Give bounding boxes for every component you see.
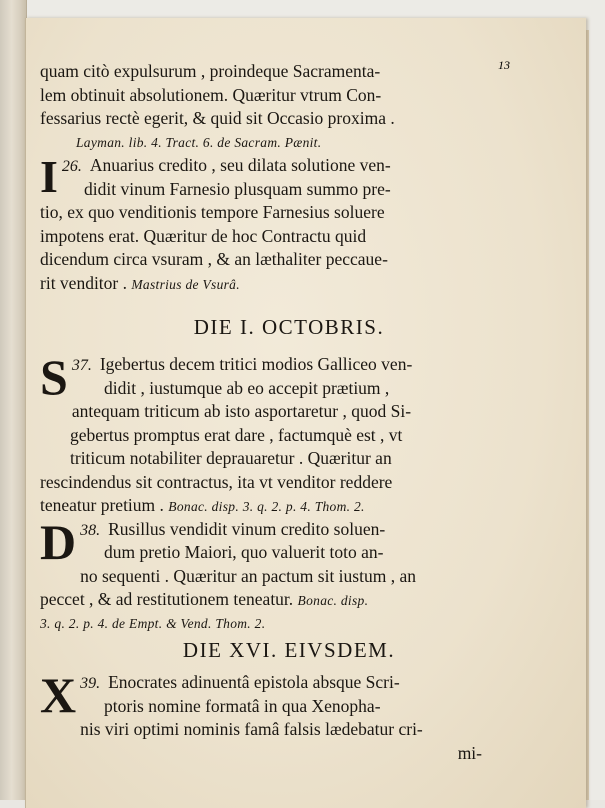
page-text xyxy=(40,60,510,765)
text-line: tio, ex quo venditionis tempore Farnesius soluere xyxy=(40,202,385,222)
section-heading: DIE XVI. EIVSDEM. xyxy=(182,638,396,662)
catchword: mi- xyxy=(457,742,482,763)
citation: Mastrius de Vsurâ. xyxy=(131,276,240,292)
text-line: rescindendus sit contractus, ita vt venditor reddere xyxy=(40,471,393,492)
drop-cap: X xyxy=(40,667,77,723)
text-line: didit , iustumque ab eo accepit prætium , xyxy=(104,377,390,398)
text-line: fessarius rectè egerit, & quid sit Occasio proxima . xyxy=(40,108,395,128)
citation: Bonac. disp. 3. q. 2. p. 4. Thom. 2. xyxy=(168,499,365,514)
text-line: didit vinum Farnesio plusquam summo pre- xyxy=(84,178,391,199)
text-line: no sequenti . Quæritur an pactum sit iustum , an xyxy=(80,565,416,586)
case-number: 38. xyxy=(80,521,101,539)
text-line: Enocrates adinuentâ epistola absque Scri- xyxy=(108,672,400,692)
text-line: Rusillus vendidit vinum credito soluen- xyxy=(108,518,386,539)
drop-cap: D xyxy=(40,513,77,570)
citation: 3. q. 2. p. 4. de Empt. & Vend. Thom. 2. xyxy=(40,615,266,631)
book-spine xyxy=(0,0,27,800)
text-line: gebertus promptus erat dare , factumquè est , vt xyxy=(70,424,403,445)
text-line: antequam triticum ab isto asportaretur , quod Si- xyxy=(71,401,412,421)
text-line: ptoris nomine formatâ in qua Xenopha- xyxy=(104,695,381,716)
text-line: dum pretio Maiori, quo valuerit toto an- xyxy=(104,542,384,562)
case-number: 39. xyxy=(80,675,101,692)
section-heading: DIE I. OCTOBRIS. xyxy=(193,315,385,339)
page-number: 13 xyxy=(498,58,510,72)
text-line: Igebertus decem tritici modios Galliceo ven- xyxy=(99,354,413,374)
case-38 xyxy=(40,513,510,636)
case-37 xyxy=(40,349,510,518)
drop-cap: S xyxy=(40,349,68,405)
text-line: quam citò expulsurum , proindeque Sacramenta- xyxy=(40,61,381,81)
text-line: impotens erat. Quæritur de hoc Contractu quid xyxy=(40,225,367,246)
text-line: triticum notabiliter deprauaretur . Quæritur an xyxy=(70,448,392,468)
citation: Bonac. disp. xyxy=(297,593,369,608)
text-line: rit venditor . xyxy=(40,272,127,293)
citation: Layman. lib. 4. Tract. 6. de Sacram. Pænit. xyxy=(76,134,322,150)
case-number: 26. xyxy=(61,158,82,175)
text-line: lem obtinuit absolutionem. Quæritur vtrum Con- xyxy=(40,84,382,105)
case-26 xyxy=(40,151,510,295)
text-line: nis viri optimi nominis famâ falsis lædebatur cri- xyxy=(80,719,423,739)
text-line: teneatur pretium . xyxy=(40,495,164,515)
text-line: peccet , & ad restitutionem teneatur. xyxy=(40,589,294,609)
text-line: dicendum circa vsuram , & an læthaliter peccaue- xyxy=(40,249,388,269)
case-number: 37. xyxy=(71,357,92,374)
drop-cap: I xyxy=(40,151,58,202)
case-39 xyxy=(40,667,510,765)
text-line: Anuarius credito , seu dilata solutione ven- xyxy=(89,155,391,175)
